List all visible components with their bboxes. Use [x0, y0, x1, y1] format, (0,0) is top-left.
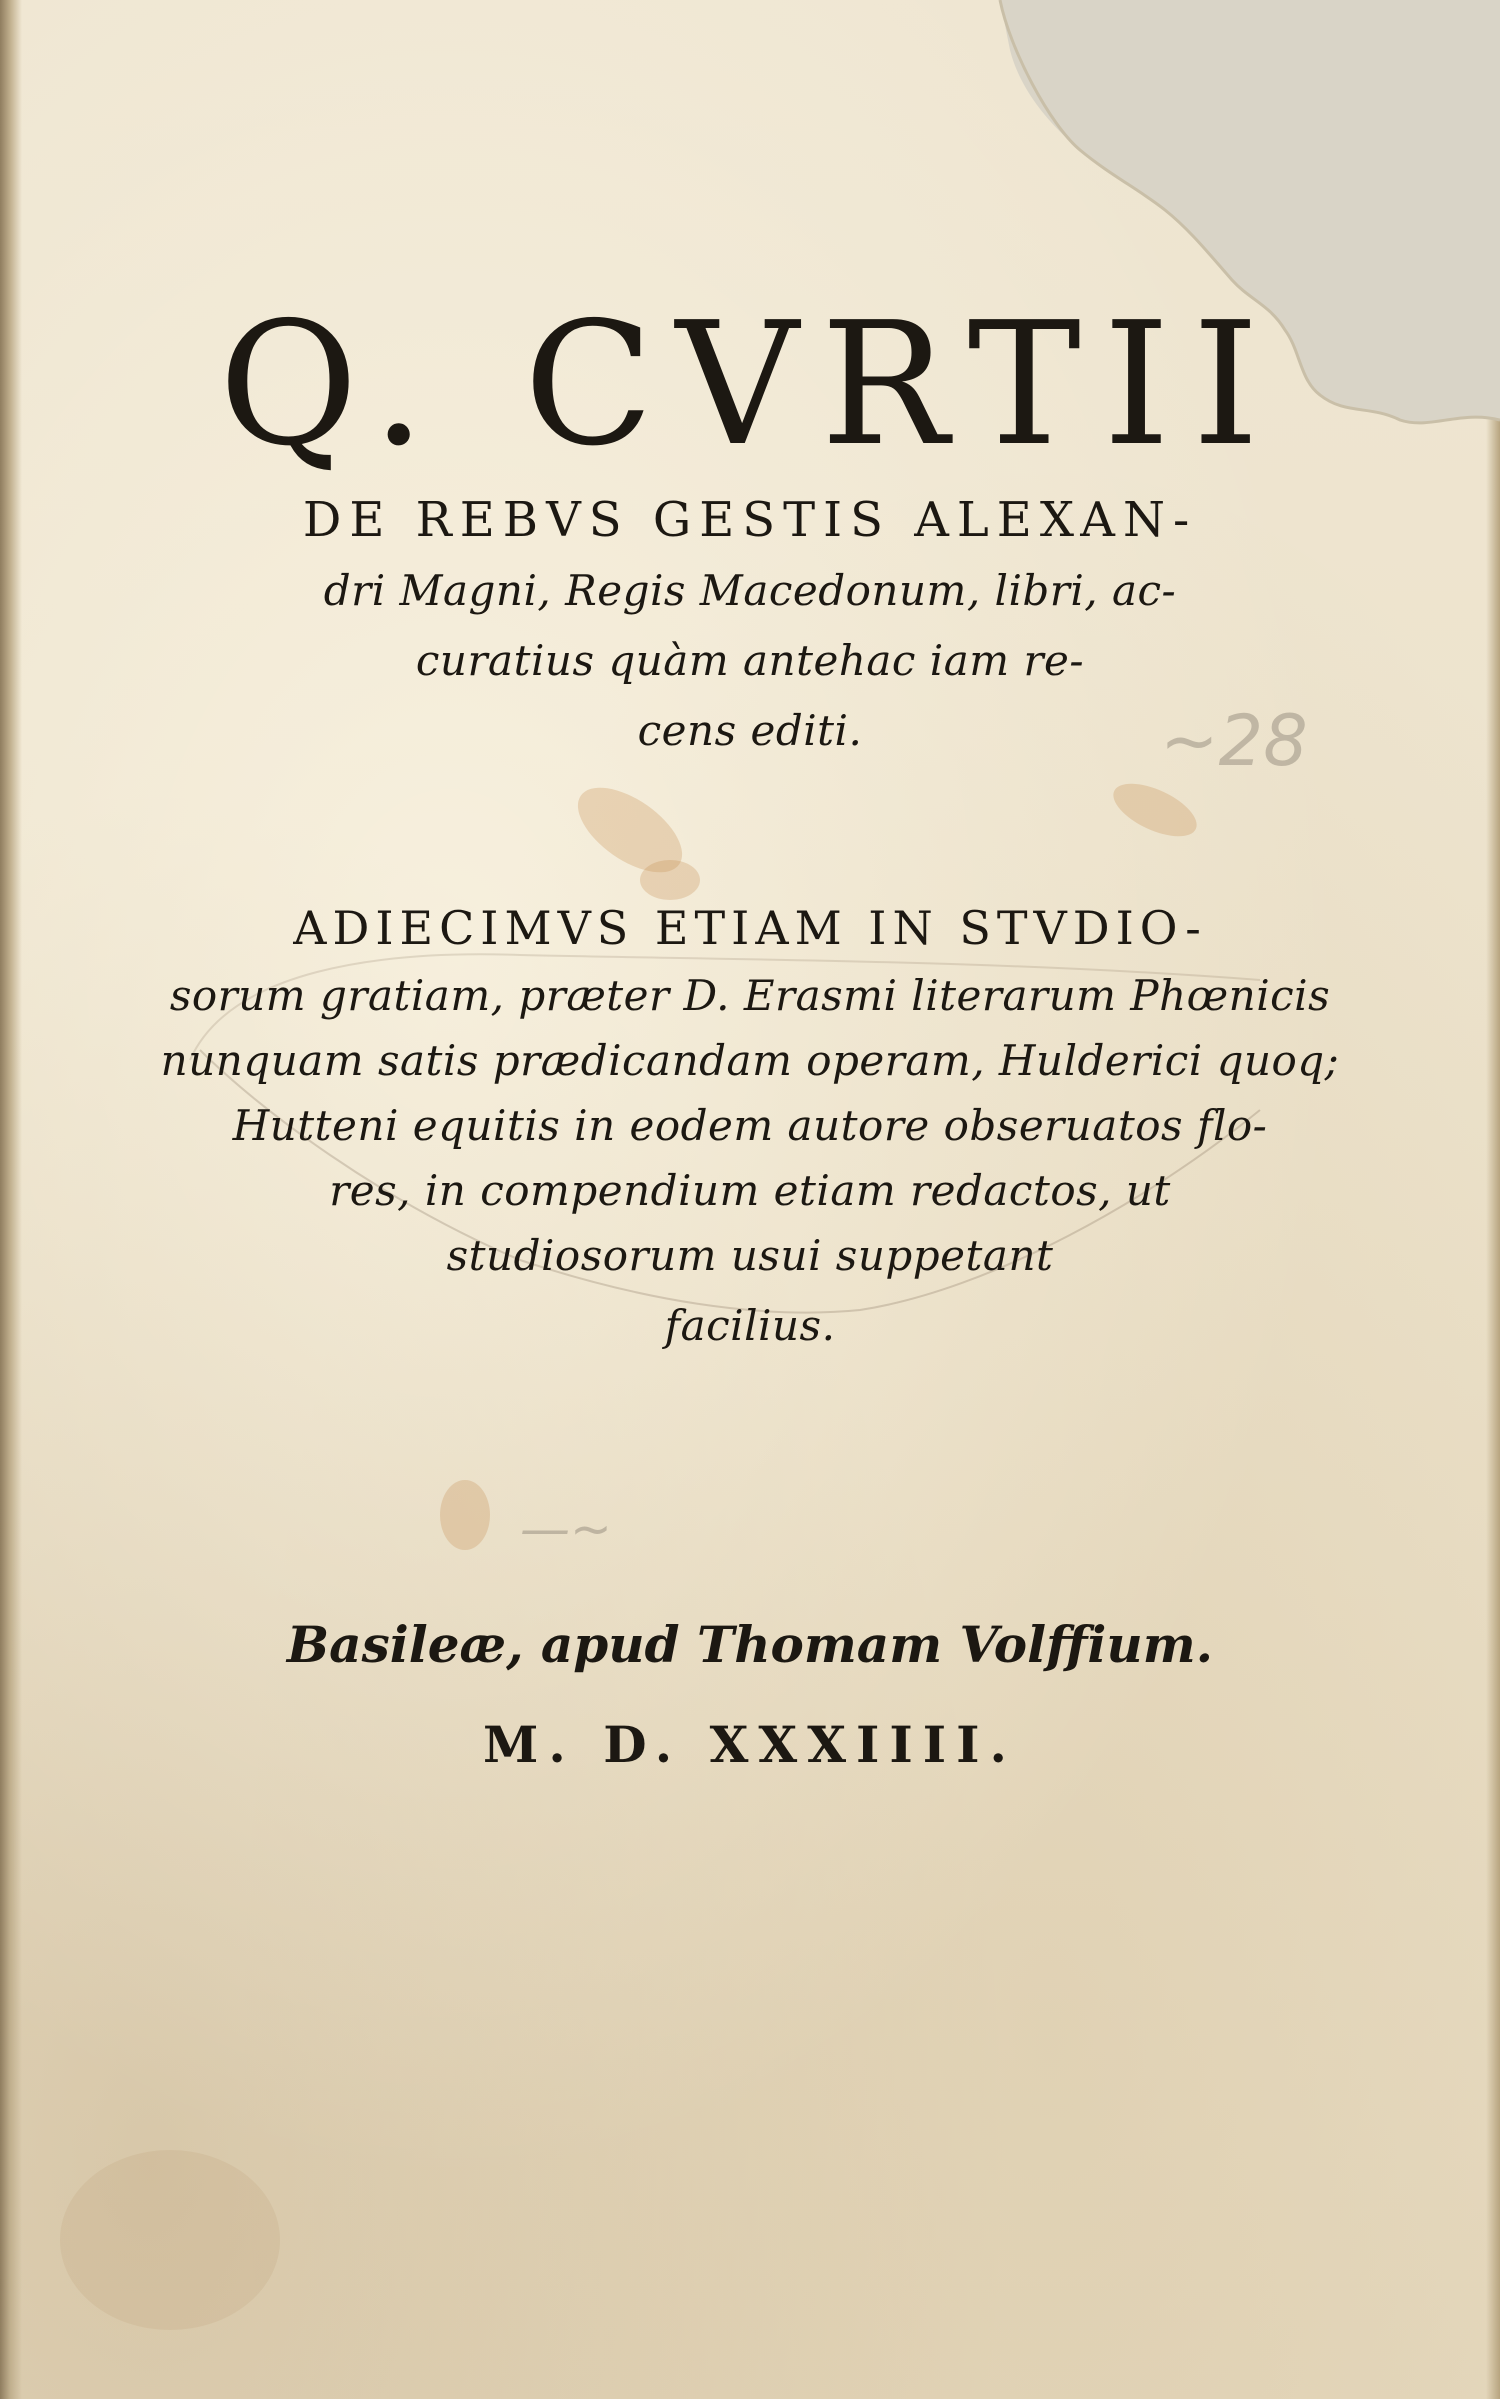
foxing-stain	[640, 860, 700, 900]
book-title: Q. CVRTII	[218, 286, 1282, 484]
preface-line-3: nunquam satis prædicandam operam, Hulderici quoq;	[160, 1036, 1340, 1085]
subtitle-line-2: dri Magni, Regis Macedonum, libri, ac-	[323, 566, 1177, 615]
subtitle-line-1: DE REBVS GESTIS ALEXAN-	[302, 492, 1198, 548]
preface-line-1: ADIECIMVS ETIAM IN STVDIO-	[293, 901, 1207, 955]
foxing-stain	[440, 1480, 490, 1550]
preface-line-7: facilius.	[664, 1301, 836, 1350]
preface-line-6: studiosorum usui suppetant	[446, 1231, 1054, 1280]
subtitle-line-3: curatius quàm antehac iam re-	[415, 636, 1085, 685]
preface-line-5: res, in compendium etiam redactos, ut	[329, 1166, 1171, 1215]
preface-line-2: sorum gratiam, præter D. Erasmi literarum Phœnicis	[169, 971, 1331, 1020]
imprint-line: Basileæ, apud Thomam Volffium.	[286, 1615, 1214, 1674]
preface-line-4: Hutteni equitis in eodem autore obseruatos flo-	[232, 1101, 1268, 1150]
foxing-stain	[60, 2150, 280, 2330]
publication-date: M. D. XXXIIII.	[483, 1715, 1017, 1774]
pencil-mark: —~	[520, 1500, 612, 1558]
pencil-mark: ~28	[1160, 700, 1308, 782]
subtitle-line-4: cens editi.	[637, 706, 863, 755]
